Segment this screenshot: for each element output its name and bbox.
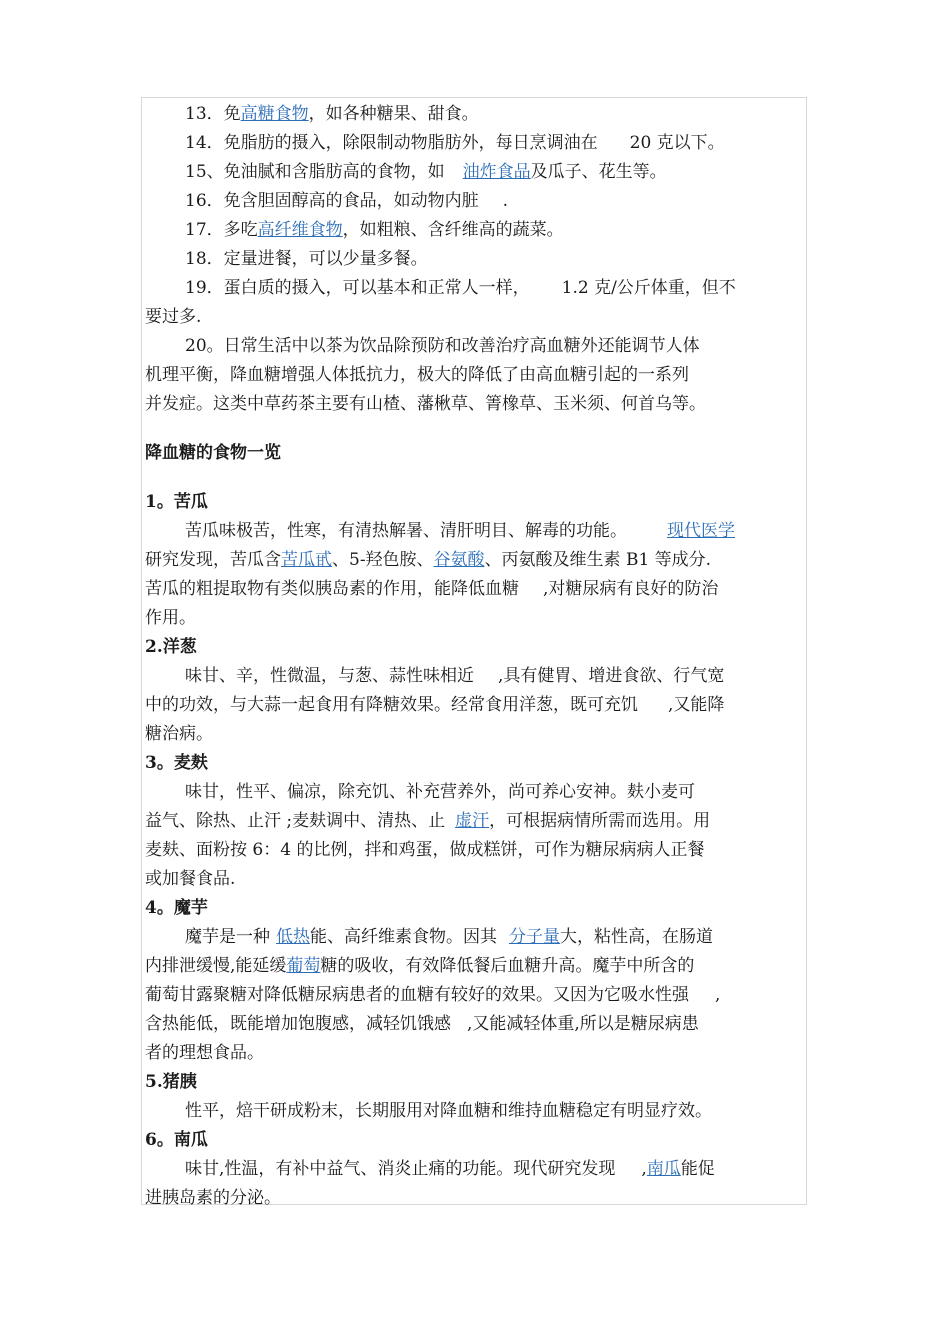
item-number: 19． — [185, 278, 224, 298]
item-number: 15、 — [185, 162, 224, 182]
paragraph-line — [145, 923, 805, 952]
food-title-bitter-melon: 1。苦瓜 — [145, 492, 208, 512]
list-item-20-cont: 机理平衡，降血糖增强人体抵抗力，极大的降低了由高血糖引起的一系列 — [145, 365, 689, 385]
text: 能促 — [680, 1159, 715, 1179]
text: 能、高纤维素食物。因其 — [310, 927, 497, 947]
list-item-17 — [145, 216, 805, 245]
paragraph-line — [145, 981, 805, 1010]
link-pumpkin[interactable]: 南瓜 — [646, 1159, 681, 1179]
text: 研究发现，苦瓜含 — [145, 550, 281, 570]
text: 内排泄缓慢,能延缓 — [145, 956, 287, 976]
text: 大，粘性高，在肠道 — [560, 927, 713, 947]
link-low-calorie[interactable]: 低热 — [276, 927, 310, 947]
item-number: 16． — [185, 191, 224, 211]
text: 味甘,性温，有补中益气、消炎止痛的功能。现代研究发现 — [185, 1159, 616, 1179]
paragraph-line: 者的理想食品。 — [145, 1043, 264, 1063]
list-item-20 — [145, 332, 805, 361]
link-high-fiber-food[interactable]: 高纤维食物 — [257, 220, 343, 240]
item-text: 1.2 克/公斤体重，但不 — [561, 278, 736, 298]
text: ,对糖尿病有良好的防治 — [543, 579, 719, 599]
list-item-19 — [145, 274, 805, 303]
paragraph-line — [145, 807, 805, 836]
paragraph-line: 麦麸、面粉按 6：4 的比例，拌和鸡蛋，做成糕饼，可作为糖尿病病人正餐 — [145, 840, 705, 860]
text: 糖的吸收，有效降低餐后血糖升高。魔芋中所含的 — [320, 956, 695, 976]
list-item-16 — [145, 187, 805, 216]
paragraph-line: 进胰岛素的分泌。 — [145, 1188, 281, 1208]
item-text: ，如粗粮、含纤维高的蔬菜。 — [342, 220, 564, 240]
paragraph-line — [145, 517, 805, 546]
item-text: 免 — [223, 104, 241, 124]
text: 、5-羟色胺、 — [332, 550, 434, 570]
item-text: 多吃 — [223, 220, 258, 240]
text: ,又能减轻体重,所以是糖尿病患 — [467, 1014, 699, 1034]
paragraph-line: 或加餐食品. — [145, 869, 236, 889]
item-text: . — [502, 191, 509, 211]
list-item-20-cont: 并发症。这类中草药茶主要有山楂、藩楸草、箐橡草、玉米须、何首乌等。 — [145, 394, 706, 414]
item-text: 及瓜子、花生等。 — [530, 162, 667, 182]
text: , — [641, 1159, 647, 1179]
text: , — [715, 985, 721, 1005]
text: 中的功效，与大蒜一起食用有降糖效果。经常食用洋葱，既可充饥 — [145, 695, 638, 715]
link-night-sweat[interactable]: 虚汗 — [455, 811, 490, 831]
food-title-onion: 2.洋葱 — [145, 637, 197, 657]
link-glutamic-acid[interactable]: 谷氨酸 — [433, 550, 485, 570]
text: 味甘、辛，性微温，与葱、蒜性味相近 — [185, 666, 474, 686]
item-number: 18． — [185, 249, 224, 269]
paragraph-line: 作用。 — [145, 608, 196, 628]
item-text: 蛋白质的摄入，可以基本和正常人一样， — [223, 278, 530, 298]
paragraph-line: 味甘，性平、偏凉，除充饥、补充营养外，尚可养心安神。麸小麦可 — [185, 782, 695, 802]
item-text: 20 克以下。 — [629, 133, 725, 153]
document-body — [145, 100, 805, 1213]
link-modern-medicine[interactable]: 现代医学 — [667, 521, 735, 541]
paragraph-line — [145, 546, 805, 575]
item-number: 13． — [185, 104, 224, 124]
item-text: 定量进餐，可以少量多餐。 — [223, 249, 428, 269]
item-text: 免脂肪的摄入，除限制动物脂肪外，每日烹调油在 — [223, 133, 598, 153]
text: 益气、除热、止汗 ;麦麸调中、清热、止 — [145, 811, 446, 831]
food-title-pumpkin: 6。南瓜 — [145, 1130, 208, 1150]
item-number: 20。 — [185, 336, 224, 356]
text: 含热能低，既能增加饱腹感，减轻饥饿感 — [145, 1014, 451, 1034]
text: 苦瓜味极苦，性寒，有清热解暑、清肝明目、解毒的功能。 — [185, 521, 627, 541]
paragraph-line — [145, 1155, 805, 1184]
food-title-wheat-bran: 3。麦麸 — [145, 753, 208, 773]
list-item-15 — [145, 158, 805, 187]
link-momordicoside[interactable]: 苦瓜甙 — [281, 550, 332, 570]
text: 葡萄甘露聚糖对降低糖尿病患者的血糖有较好的效果。又因为它吸水性强 — [145, 985, 689, 1005]
link-fried-food[interactable]: 油炸食品 — [462, 162, 531, 182]
paragraph-line — [145, 575, 805, 604]
text: ,又能降 — [668, 695, 725, 715]
paragraph-line — [145, 691, 805, 720]
text: 魔芋是一种 — [185, 927, 270, 947]
item-text: ，如各种糖果、甜食。 — [308, 104, 479, 124]
item-text: 免含胆固醇高的食品，如动物内脏 — [223, 191, 479, 211]
item-text: 日常生活中以茶为饮品除预防和改善治疗高血糖外还能调节人体 — [223, 336, 700, 356]
paragraph-line — [145, 662, 805, 691]
item-number: 17． — [185, 220, 224, 240]
paragraph-line — [145, 1010, 805, 1039]
food-title-pork-pancreas: 5.猪胰 — [145, 1072, 197, 1092]
text: 、丙氨酸及维生素 B1 等成分. — [484, 550, 712, 570]
paragraph-line: 性平，焙干研成粉末，长期服用对降血糖和维持血糖稳定有明显疗效。 — [185, 1101, 712, 1121]
link-high-sugar-food[interactable]: 高糖食物 — [240, 104, 309, 124]
item-number: 14． — [185, 133, 224, 153]
food-title-konjac: 4。魔芋 — [145, 898, 208, 918]
paragraph-line — [145, 952, 805, 981]
paragraph-line: 糖治病。 — [145, 724, 213, 744]
list-item-19-cont: 要过多. — [145, 307, 202, 327]
item-text: 免油腻和含脂肪高的食物，如 — [223, 162, 445, 182]
link-molecular-weight[interactable]: 分子量 — [509, 927, 560, 947]
text: ，可根据病情所需而选用。用 — [489, 811, 711, 831]
list-item-14 — [145, 129, 805, 158]
section-title: 降血糖的食物一览 — [145, 443, 281, 463]
list-item-18 — [145, 245, 805, 274]
list-item-13 — [145, 100, 805, 129]
text: 苦瓜的粗提取物有类似胰岛素的作用，能降低血糖 — [145, 579, 519, 599]
text: ,具有健胃、增进食欲、行气宽 — [498, 666, 725, 686]
link-glucose[interactable]: 葡萄 — [286, 956, 321, 976]
